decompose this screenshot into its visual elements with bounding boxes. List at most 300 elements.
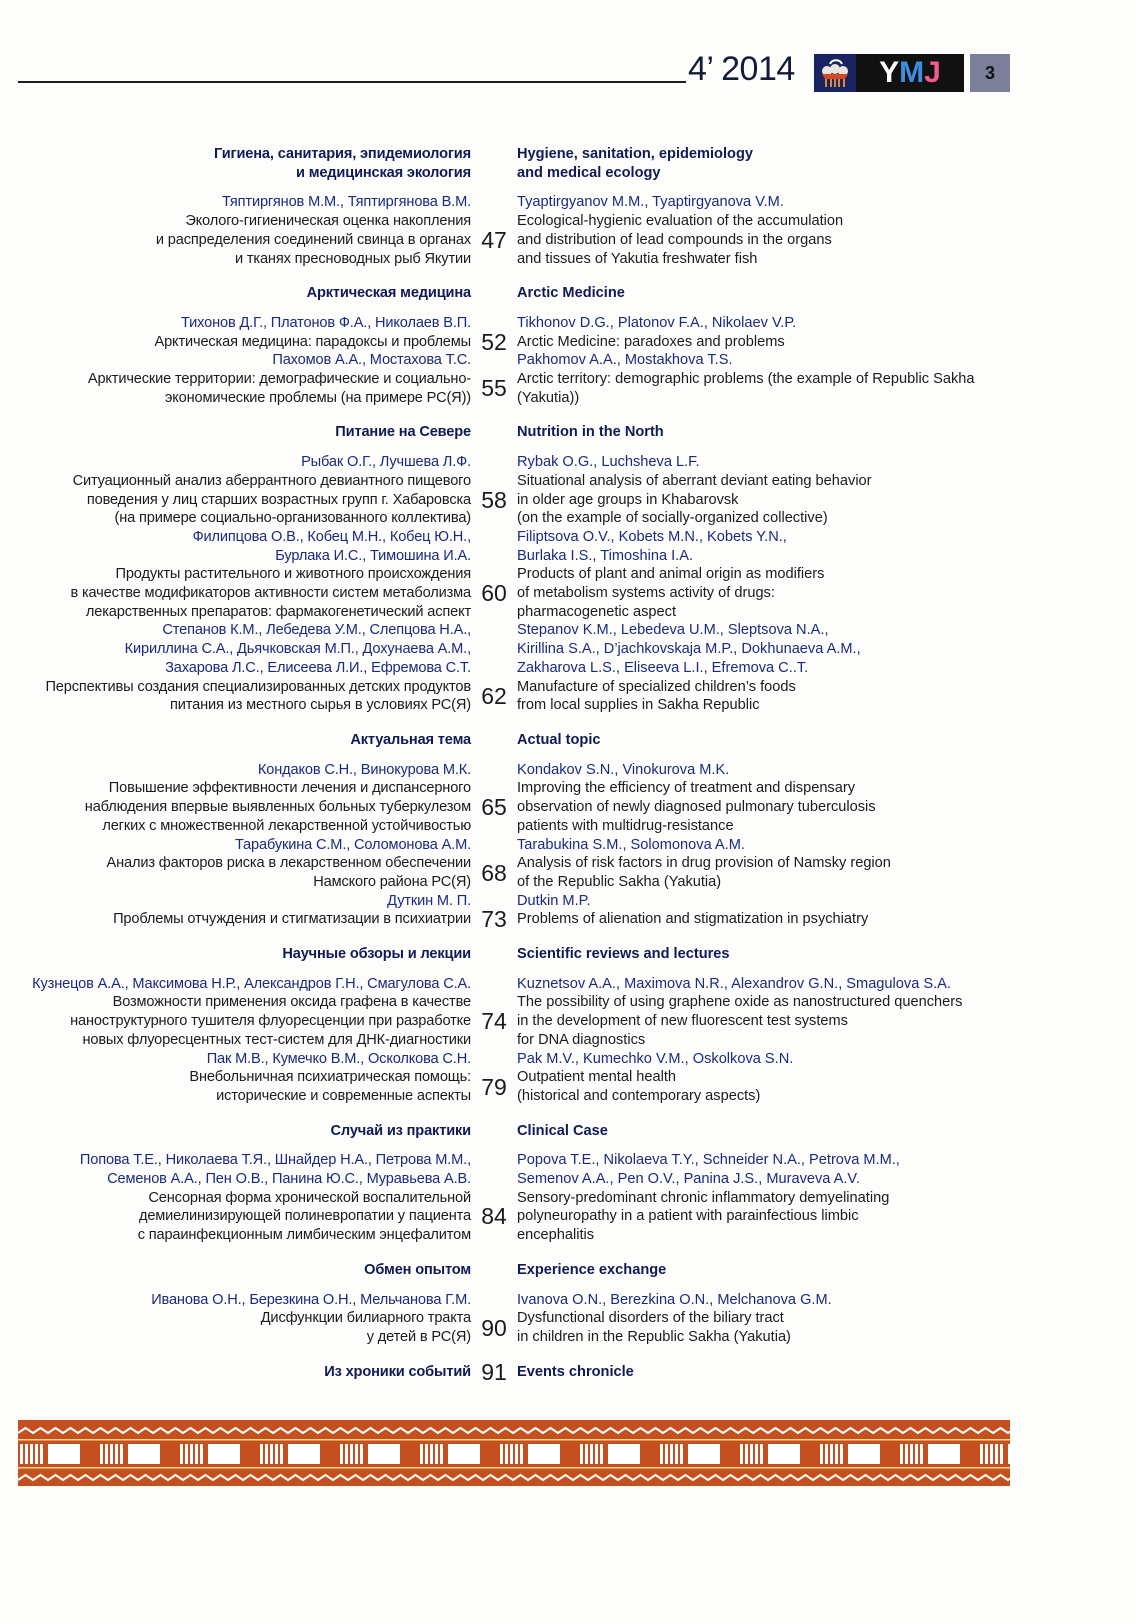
- title-line: Повышение эффективности лечения и диспансерного: [108, 780, 471, 797]
- bar-mark: [425, 1444, 428, 1464]
- bar-mark: [420, 1444, 423, 1464]
- spacer: [471, 453, 517, 472]
- section-title-ru: [14, 1122, 471, 1141]
- title-line: Dysfunctional disorders of the biliary tract: [517, 1310, 784, 1327]
- title-line: наблюдения впервые выявленных больных туберкулезом: [84, 799, 471, 816]
- title-line: observation of newly diagnosed pulmonary tuberculosis: [517, 799, 876, 816]
- title-line: and distribution of lead compounds in the organs: [517, 231, 832, 248]
- title-line: Арктическая медицина: парадоксы и проблемы: [154, 333, 471, 350]
- heading-line: Из хроники событий: [324, 1363, 471, 1380]
- bar-mark: [905, 1444, 908, 1464]
- author-line: Пак М.В., Кумечко В.М., Осколкова С.Н.: [206, 1050, 471, 1067]
- author-line: Захарова Л.С., Елисеева Л.И., Ефремова С.Т.: [165, 659, 471, 676]
- bar-mark: [580, 1444, 583, 1464]
- title-ru[interactable]: [14, 779, 471, 835]
- heading-line: Hygiene, sanitation, epidemiology: [517, 146, 753, 162]
- authors-en: [517, 1050, 1014, 1069]
- heading-line: and medical ecology: [517, 164, 661, 181]
- title-en[interactable]: [517, 1189, 1014, 1245]
- title-line: экономические проблемы (на примере РС(Я)): [164, 389, 471, 406]
- entry-authors: [14, 975, 1014, 994]
- heading-line: Events chronicle: [517, 1363, 634, 1380]
- spacer: [471, 528, 517, 565]
- author-line: Рыбак О.Г., Лучшева Л.Ф.: [301, 454, 471, 471]
- entry-title[interactable]: [14, 472, 1014, 528]
- entry-title[interactable]: [14, 678, 1014, 715]
- logo-letter: M: [899, 56, 925, 89]
- author-line: Tarabukina S.M., Solomonova A.M.: [517, 836, 745, 853]
- bar-mark: [350, 1444, 353, 1464]
- title-line: Эколого-гигиеническая оценка накопления: [185, 213, 471, 230]
- journal-logo: [814, 54, 964, 92]
- title-line: (on the example of socially-organized collective): [517, 510, 828, 527]
- bar-mark: [270, 1444, 273, 1464]
- entry-title[interactable]: [14, 565, 1014, 621]
- title-en[interactable]: [517, 565, 1014, 621]
- bar-mark: [835, 1444, 838, 1464]
- entry-page-number[interactable]: 73: [481, 906, 507, 933]
- bar-mark: [200, 1444, 203, 1464]
- authors-en: [517, 193, 1014, 212]
- bar-mark: [180, 1444, 183, 1464]
- spacer: [471, 1050, 517, 1069]
- bar-mark: [355, 1444, 358, 1464]
- section-heading: [14, 1358, 1014, 1385]
- entry-authors: [14, 892, 1014, 911]
- bar-mark: [590, 1444, 593, 1464]
- title-line: Manufacture of specialized children’s foods: [517, 678, 796, 695]
- bar-mark: [750, 1444, 753, 1464]
- title-line: of metabolism systems activity of drugs:: [517, 585, 775, 602]
- bar-mark: [595, 1444, 598, 1464]
- author-line: Ivanova O.N., Berezkina O.N., Melchanova G.M.: [517, 1291, 832, 1308]
- title-line: Sensory-predominant chronic inflammatory demyelinating: [517, 1189, 890, 1206]
- title-line: and tissues of Yakutia freshwater fish: [517, 250, 758, 267]
- author-line: Stepanov K.M., Lebedeva U.M., Sleptsova N.A.,: [517, 622, 829, 639]
- title-line: Arctic Medicine: paradoxes and problems: [517, 333, 785, 350]
- title-line: Products of plant and animal origin as modifiers: [517, 566, 825, 583]
- author-line: Rybak O.G., Luchsheva L.F.: [517, 454, 700, 471]
- author-line: Dutkin M.P.: [517, 892, 591, 909]
- entry-title[interactable]: [14, 1189, 1014, 1245]
- block-mark: [848, 1444, 880, 1464]
- title-line: (на примере социально-организованного коллектива): [114, 510, 471, 527]
- title-line: питания из местного сырья в условиях РС(Я): [170, 697, 471, 714]
- author-line: Попова Т.Е., Николаева Т.Я., Шнайдер Н.А., Петрова М.М.,: [79, 1152, 471, 1169]
- title-en[interactable]: [517, 678, 1014, 715]
- entry-page-number[interactable]: 74: [481, 1008, 507, 1035]
- bar-mark: [755, 1444, 758, 1464]
- bar-mark: [25, 1444, 28, 1464]
- title-line: новых флуоресцентных тест-систем для ДНК-диагностики: [82, 1031, 471, 1048]
- authors-en: [517, 314, 1014, 333]
- entry-page-number[interactable]: 55: [481, 375, 507, 402]
- entry-authors: [14, 761, 1014, 780]
- heading-line: Арктическая медицина: [306, 285, 471, 302]
- authors-ru: [14, 528, 471, 565]
- entry-title[interactable]: [14, 993, 1014, 1049]
- block-mark: [448, 1444, 480, 1464]
- authors-ru: [14, 193, 471, 212]
- bar-mark: [280, 1444, 283, 1464]
- bar-mark: [980, 1444, 983, 1464]
- title-ru[interactable]: [14, 910, 471, 929]
- title-line: Analysis of risk factors in drug provision of Namsky region: [517, 855, 891, 872]
- block-mark: [128, 1444, 160, 1464]
- title-ru[interactable]: [14, 370, 471, 407]
- title-line: Продукты растительного и животного происхождения: [115, 566, 471, 583]
- bar-mark: [110, 1444, 113, 1464]
- section-title-ru: [14, 731, 471, 750]
- heading-line: Arctic Medicine: [517, 285, 625, 302]
- bar-mark: [675, 1444, 678, 1464]
- authors-ru: [14, 892, 471, 911]
- title-ru[interactable]: [14, 993, 471, 1049]
- spacer: [471, 975, 517, 994]
- spacer: [471, 351, 517, 370]
- title-line: Outpatient mental health: [517, 1069, 677, 1086]
- block-mark: [608, 1444, 640, 1464]
- author-line: Kondakov S.N., Vinokurova M.K.: [517, 761, 730, 778]
- section-title-ru: [14, 945, 471, 964]
- page-header: [18, 48, 1010, 98]
- title-en[interactable]: [517, 993, 1014, 1049]
- title-line: Возможности применения оксида графена в качестве: [112, 994, 471, 1011]
- section-title-ru: [14, 423, 471, 442]
- bar-mark: [500, 1444, 503, 1464]
- title-line: patients with multidrug-resistance: [517, 817, 734, 834]
- entry-title[interactable]: [14, 779, 1014, 835]
- entry-title[interactable]: [14, 370, 1014, 407]
- bar-mark: [830, 1444, 833, 1464]
- authors-en: [517, 761, 1014, 780]
- issue-label: 4’ 2014: [688, 50, 795, 88]
- title-line: Arctic territory: demographic problems (the example of Republic Sakha: [517, 371, 975, 388]
- title-ru[interactable]: [14, 854, 471, 891]
- authors-ru: [14, 621, 471, 677]
- logo-letter: Y: [879, 56, 900, 89]
- author-line: Иванова О.Н., Березкина О.Н., Мельчанова Г.М.: [151, 1291, 471, 1308]
- bar-mark: [20, 1444, 23, 1464]
- bar-mark: [900, 1444, 903, 1464]
- title-line: поведения у лиц старших возрастных групп г. Хабаровска: [86, 491, 471, 508]
- heading-line: Гигиена, санитария, эпидемиология: [213, 146, 471, 162]
- authors-en: [517, 1291, 1014, 1310]
- section-heading: [14, 145, 1014, 182]
- authors-en: [517, 975, 1014, 994]
- table-of-contents: [14, 145, 1014, 1392]
- title-line: Improving the efficiency of treatment and dispensary: [517, 780, 856, 797]
- spacer: [471, 1151, 517, 1188]
- section-page[interactable]: 91: [481, 1358, 507, 1385]
- author-line: Zakharova L.S., Eliseeva L.I., Efremova C..T.: [517, 659, 809, 676]
- title-ru[interactable]: [14, 678, 471, 715]
- entry-authors: [14, 621, 1014, 677]
- bar-mark: [30, 1444, 33, 1464]
- bar-mark: [915, 1444, 918, 1464]
- bar-mark: [515, 1444, 518, 1464]
- entry-page-number[interactable]: 60: [481, 580, 507, 607]
- author-line: Тарабукина С.М., Соломонова А.М.: [234, 836, 471, 853]
- rule-line: [18, 1467, 1010, 1469]
- title-ru[interactable]: [14, 565, 471, 621]
- bar-mark: [195, 1444, 198, 1464]
- block-mark: [48, 1444, 80, 1464]
- bar-mark: [505, 1444, 508, 1464]
- title-ru[interactable]: [14, 472, 471, 528]
- bar-mark: [520, 1444, 523, 1464]
- title-line: Внебольничная психиатрическая помощь:: [189, 1069, 471, 1086]
- block-mark: [928, 1444, 960, 1464]
- entry-page-number[interactable]: 65: [481, 794, 507, 821]
- entry-authors: [14, 453, 1014, 472]
- bar-mark: [920, 1444, 923, 1464]
- section-title-en: [517, 731, 1014, 750]
- heading-line: Питание на Севере: [335, 424, 471, 441]
- heading-line: Случай из практики: [330, 1122, 471, 1139]
- title-line: Дисфункции билиарного тракта: [260, 1310, 471, 1327]
- entry-page-number[interactable]: 68: [481, 859, 507, 886]
- heading-line: Актуальная тема: [350, 731, 471, 748]
- title-line: Ситуационный анализ аберрантного девиантного пищевого: [72, 472, 471, 489]
- section-heading: [14, 423, 1014, 442]
- title-line: polyneuropathy in a patient with parainfectious limbic: [517, 1208, 859, 1225]
- bar-mark: [40, 1444, 43, 1464]
- author-line: Kirillina S.A., D’jachkovskaja M.P., Dokhunaeva A.M.,: [517, 641, 861, 658]
- author-line: Pakhomov A.A., Mostakhova T.S.: [517, 352, 733, 369]
- authors-ru: [14, 453, 471, 472]
- author-line: Бурлака И.С., Тимошина И.А.: [275, 547, 471, 564]
- section-title-en: [517, 284, 1014, 303]
- section-title-ru: [14, 145, 471, 182]
- bar-mark: [670, 1444, 673, 1464]
- title-en[interactable]: [517, 370, 1014, 407]
- heading-line: Обмен опытом: [364, 1261, 471, 1278]
- bar-mark: [190, 1444, 193, 1464]
- entry-page-number[interactable]: 84: [481, 1203, 507, 1230]
- block-mark: [528, 1444, 560, 1464]
- block-mark: [208, 1444, 240, 1464]
- author-line: Кириллина С.А., Дьячковская М.П., Дохунаева А.М.,: [124, 641, 471, 658]
- title-line: Перспективы создания специализированных детских продуктов: [45, 678, 471, 695]
- bar-mark: [760, 1444, 763, 1464]
- title-line: Сенсорная форма хронической воспалительной: [148, 1189, 471, 1206]
- section-title-ru: [14, 1261, 471, 1280]
- title-line: pharmacogenetic aspect: [517, 603, 677, 620]
- block-mark: [768, 1444, 800, 1464]
- entry-page-number[interactable]: 47: [481, 226, 507, 253]
- authors-ru: [14, 761, 471, 780]
- bar-mark: [820, 1444, 823, 1464]
- logo-letter: J: [924, 56, 941, 89]
- bar-mark: [100, 1444, 103, 1464]
- entry-authors: [14, 528, 1014, 565]
- author-line: Филипцова О.В., Кобец М.Н., Кобец Ю.Н.,: [192, 528, 471, 545]
- entry-authors: [14, 836, 1014, 855]
- section-heading: [14, 731, 1014, 750]
- spacer: [471, 1291, 517, 1310]
- spacer: [471, 621, 517, 677]
- authors-ru: [14, 1050, 471, 1069]
- entry-title[interactable]: [14, 1309, 1014, 1346]
- bar-mark: [840, 1444, 843, 1464]
- author-line: Popova T.E., Nikolaeva T.Y., Schneider N.A., Petrova M.M.,: [517, 1152, 900, 1169]
- title-line: encephalitis: [517, 1227, 595, 1244]
- title-line: и тканях пресноводных рыб Якутии: [234, 250, 471, 267]
- bar-mark: [985, 1444, 988, 1464]
- entry-page-number[interactable]: 58: [481, 486, 507, 513]
- heading-line: Nutrition in the North: [517, 424, 664, 441]
- title-ru[interactable]: [14, 1068, 471, 1105]
- bar-mark: [510, 1444, 513, 1464]
- section-title-en: [517, 1363, 1014, 1382]
- bar-mark: [345, 1444, 348, 1464]
- section-title-ru: [14, 284, 471, 303]
- author-line: Тяптиргянов М.М., Тяптиргянова В.М.: [221, 194, 471, 211]
- title-line: The possibility of using graphene oxide as nanostructured quenchers: [517, 994, 963, 1011]
- bar-mark: [120, 1444, 123, 1464]
- author-line: Семенов А.А., Пен О.В., Панина Ю.С., Муравьева А.В.: [107, 1171, 471, 1188]
- section-heading: [14, 284, 1014, 303]
- section-title-en: [517, 423, 1014, 442]
- journal-logo-letters: [856, 54, 964, 92]
- spacer: [471, 193, 517, 212]
- authors-en: [517, 1151, 1014, 1188]
- author-line: Semenov A.A., Pen O.V., Panina J.S., Muraveva A.V.: [517, 1171, 860, 1188]
- bar-mark: [680, 1444, 683, 1464]
- title-line: у детей в РС(Я): [366, 1328, 471, 1345]
- bar-mark: [105, 1444, 108, 1464]
- bar-mark: [360, 1444, 363, 1464]
- entry-page-number[interactable]: 90: [481, 1314, 507, 1341]
- section-heading: [14, 1122, 1014, 1141]
- title-line: Арктические территории: демографические и социально-: [87, 371, 471, 388]
- entry-authors: [14, 351, 1014, 370]
- bar-mark: [585, 1444, 588, 1464]
- ornament-border: [18, 1420, 1010, 1486]
- authors-ru: [14, 314, 471, 333]
- bar-mark: [660, 1444, 663, 1464]
- bird-emblem-icon: [814, 54, 856, 92]
- title-line: Problems of alienation and stigmatization in psychiatry: [517, 911, 869, 928]
- title-line: в качестве модификаторов активности систем метаболизма: [70, 585, 471, 602]
- bar-mark: [185, 1444, 188, 1464]
- rule-line: [18, 1439, 1010, 1441]
- authors-en: [517, 892, 1014, 911]
- title-en[interactable]: [517, 1068, 1014, 1105]
- title-line: с параинфекционным лимбическим энцефалитом: [137, 1227, 471, 1244]
- page-number-badge: 3: [970, 54, 1010, 92]
- title-line: Намского района РС(Я): [313, 873, 471, 890]
- title-line: лекарственных препаратов: фармакогенетический аспект: [85, 603, 471, 620]
- authors-en: [517, 351, 1014, 370]
- title-en[interactable]: [517, 333, 1014, 352]
- author-line: Степанов К.М., Лебедева У.М., Слепцова Н.А.,: [162, 622, 471, 639]
- title-en[interactable]: [517, 910, 1014, 929]
- title-en[interactable]: [517, 472, 1014, 528]
- authors-ru: [14, 1151, 471, 1188]
- section-title-en: [517, 1261, 1014, 1280]
- bar-mark: [825, 1444, 828, 1464]
- heading-line: Experience exchange: [517, 1261, 667, 1278]
- bar-mark: [265, 1444, 268, 1464]
- entry-authors: [14, 1151, 1014, 1188]
- title-line: и распределения соединений свинца в органах: [155, 231, 471, 248]
- author-line: Filiptsova O.V., Kobets M.N., Kobets Y.N.,: [517, 528, 787, 545]
- title-line: in older age groups in Khabarovsk: [517, 491, 739, 508]
- author-line: Burlaka I.S., Timoshina I.A.: [517, 547, 694, 564]
- title-line: in children in the Republic Sakha (Yakutia): [517, 1328, 791, 1345]
- title-line: of the Republic Sakha (Yakutia): [517, 873, 722, 890]
- title-en[interactable]: [517, 779, 1014, 835]
- block-mark: [288, 1444, 320, 1464]
- author-line: Дуткин М. П.: [387, 892, 471, 909]
- heading-line: Clinical Case: [517, 1122, 608, 1139]
- title-line: исторические и современные аспекты: [216, 1087, 471, 1104]
- block-mark: [368, 1444, 400, 1464]
- entry-authors: [14, 1291, 1014, 1310]
- title-ru[interactable]: [14, 212, 471, 268]
- entry-page-number[interactable]: 62: [481, 682, 507, 709]
- entry-page-number[interactable]: 52: [481, 328, 507, 355]
- entry-page-number[interactable]: 79: [481, 1073, 507, 1100]
- bar-mark: [340, 1444, 343, 1464]
- bar-mark: [115, 1444, 118, 1464]
- bar-mark: [745, 1444, 748, 1464]
- title-line: демиелинизирующей полиневропатии у пациента: [138, 1208, 471, 1225]
- bar-mark: [665, 1444, 668, 1464]
- entry-title[interactable]: [14, 328, 1014, 355]
- bar-mark: [990, 1444, 993, 1464]
- section-heading: [14, 945, 1014, 964]
- bar-mark: [995, 1444, 998, 1464]
- title-en[interactable]: [517, 854, 1014, 891]
- section-title-en: [517, 145, 1014, 182]
- title-ru[interactable]: [14, 1189, 471, 1245]
- bar-mark: [740, 1444, 743, 1464]
- author-line: Tikhonov D.G., Platonov F.A., Nikolaev V.P.: [517, 314, 797, 331]
- title-line: (Yakutia)): [517, 389, 580, 406]
- author-line: Кузнецов А.А., Максимова Н.Р., Александров Г.Н., Смагулова С.А.: [32, 975, 471, 992]
- title-en[interactable]: [517, 1309, 1014, 1346]
- title-ru[interactable]: [14, 333, 471, 352]
- title-line: from local supplies in Sakha Republic: [517, 697, 760, 714]
- bar-mark: [910, 1444, 913, 1464]
- bar-mark: [440, 1444, 443, 1464]
- authors-en: [517, 453, 1014, 472]
- title-ru[interactable]: [14, 1309, 471, 1346]
- heading-line: Научные обзоры и лекции: [282, 946, 471, 963]
- title-line: (historical and contemporary aspects): [517, 1087, 761, 1104]
- entry-title[interactable]: [14, 906, 1014, 933]
- title-line: in the development of new fluorescent test systems: [517, 1013, 848, 1030]
- section-title-ru: [14, 1363, 471, 1382]
- bar-mark: [435, 1444, 438, 1464]
- author-line: Kuznetsov A.A., Maximova N.R., Alexandrov G.N., Smagulova S.A.: [517, 975, 951, 992]
- authors-ru: [14, 975, 471, 994]
- entry-title[interactable]: [14, 854, 1014, 891]
- entry-title[interactable]: [14, 1068, 1014, 1105]
- bar-mark: [260, 1444, 263, 1464]
- title-line: легких с множественной лекарственной устойчивостью: [102, 817, 471, 834]
- entry-title[interactable]: [14, 212, 1014, 268]
- title-en[interactable]: [517, 212, 1014, 268]
- author-line: Pak M.V., Kumechko V.M., Oskolkova S.N.: [517, 1050, 794, 1067]
- spacer: [471, 761, 517, 780]
- author-line: Tyaptirgyanov M.M., Tyaptirgyanova V.M.: [517, 194, 784, 211]
- authors-en: [517, 621, 1014, 677]
- bar-mark: [275, 1444, 278, 1464]
